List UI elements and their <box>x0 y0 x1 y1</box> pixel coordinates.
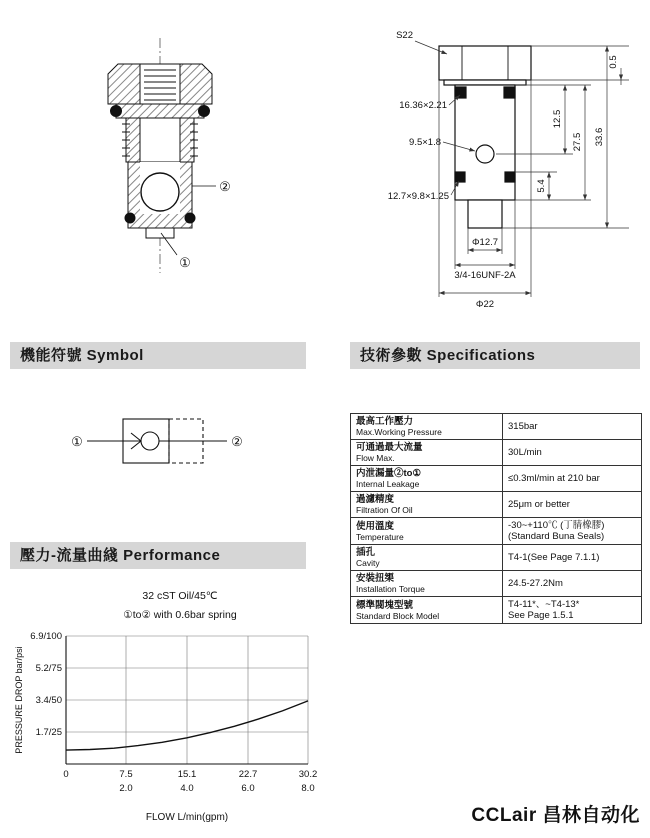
spec-value: 30L/min <box>508 447 542 458</box>
spec-value-line2: (Standard Buna Seals) <box>508 531 605 542</box>
table-row <box>351 466 642 492</box>
spec-label-en: Internal Leakage <box>356 479 420 489</box>
seal-ring-left <box>455 172 465 182</box>
y-tick: 3.4/50 <box>35 695 62 706</box>
seal-right <box>185 213 195 223</box>
x-tick: 15.1 <box>177 769 197 780</box>
table-row <box>351 518 642 545</box>
spec-label-cn: 使用溫度 <box>356 520 395 532</box>
table-row <box>351 440 642 466</box>
seal-ring-right <box>505 172 515 182</box>
spec-value: 315bar <box>508 421 538 432</box>
table-row <box>351 414 642 440</box>
spec-label-cn: 安裝扭榘 <box>356 573 395 584</box>
y-tick: 1.7/25 <box>35 727 62 738</box>
spec-label-en: Filtration Of Oil <box>356 505 413 515</box>
spec-value: -30~+110℃ (丁腈橡膠) <box>508 520 605 531</box>
y-tick: 5.2/75 <box>35 663 62 674</box>
hex-head <box>439 46 531 80</box>
spec-label-en: Installation Torque <box>356 584 425 594</box>
y-axis-label: PRESSURE DROP bar/psi <box>14 646 24 754</box>
valve-section-drawing <box>20 28 300 278</box>
check-valve-symbol <box>87 419 227 463</box>
spec-value: T4-11*、~T4-13* <box>508 599 580 610</box>
washer <box>444 80 526 85</box>
spec-label-cn: 最高工作壓力 <box>356 416 414 427</box>
spec-label-en: Temperature <box>356 531 404 542</box>
dim-33-6: 33.6 <box>594 127 605 147</box>
spec-value: ≤0.3ml/min at 210 bar <box>508 473 600 484</box>
check-ball <box>141 173 179 211</box>
spec-value: 25μm or better <box>508 499 570 510</box>
backup-ring-right <box>504 87 515 98</box>
thread-spec-label: 3/4-16UNF-2A <box>454 270 516 281</box>
seal-left <box>125 213 135 223</box>
specifications-table <box>350 413 642 624</box>
oring-top-label: 16.36×2.21 <box>399 100 447 111</box>
table-row <box>351 597 642 624</box>
symbol-port1: ① <box>71 434 83 449</box>
dim-0-5: 0.5 <box>608 55 619 69</box>
valve-nose <box>146 228 174 238</box>
x-tick-gpm: 2.0 <box>119 783 133 794</box>
oring-bottom-label: 12.7×9.8×1.25 <box>387 191 449 202</box>
port1-callout: ① <box>179 255 191 270</box>
spec-label-en: Max.Working Pressure <box>356 427 442 437</box>
y-tick: 6.9/100 <box>30 631 62 642</box>
x-axis-label: FLOW L/min(gpm) <box>145 812 229 823</box>
oring-right <box>199 106 210 117</box>
x-tick-gpm: 6.0 <box>241 783 255 794</box>
symbol-section-header <box>10 342 306 369</box>
performance-chart <box>8 624 328 832</box>
x-tick: 0 <box>63 769 69 780</box>
chart-grid <box>66 636 308 764</box>
x-tick: 7.5 <box>119 769 133 780</box>
chart-note-spring: ①to② with 0.6bar spring <box>123 609 237 621</box>
hex-size-label: S22 <box>396 30 413 41</box>
performance-section-header <box>10 542 306 569</box>
table-row <box>351 571 642 597</box>
spec-label-cn: 内泄漏量②to① <box>356 468 421 479</box>
symbol-port2: ② <box>231 434 243 449</box>
spec-label-en: Standard Block Model <box>356 610 440 621</box>
spec-value-line2: See Page 1.5.1 <box>508 610 574 621</box>
x-tick: 22.7 <box>238 769 258 780</box>
valve-body <box>455 85 515 200</box>
hydraulic-symbol <box>65 408 265 472</box>
dim-27-5: 27.5 <box>572 132 583 152</box>
performance-section-title: 壓力-流量曲綫 Performance <box>20 547 221 564</box>
x-tick-labels <box>63 769 317 794</box>
dim-hex-diameter: Φ22 <box>475 299 495 310</box>
backup-ring-left <box>455 87 466 98</box>
chart-note-oil: 32 cST Oil/45℃ <box>142 590 218 602</box>
hole-label: 9.5×1.8 <box>409 137 441 148</box>
valve-stem <box>468 200 502 228</box>
spec-value: 24.5-27.2Nm <box>508 578 563 589</box>
port2-callout: ② <box>219 179 231 194</box>
spec-label-cn: 可通過最大流量 <box>356 442 423 453</box>
spec-label-cn: 過濾精度 <box>356 494 395 505</box>
valve-outline <box>439 46 531 228</box>
oring-left <box>111 106 122 117</box>
symbol-section-title: 機能符號 Symbol <box>20 347 144 364</box>
dim-12-5: 12.5 <box>552 109 563 129</box>
spec-label-en: Flow Max. <box>356 453 395 463</box>
x-tick-gpm: 4.0 <box>180 783 194 794</box>
table-row <box>351 545 642 571</box>
symbol-ball <box>141 432 159 450</box>
specs-section-header <box>350 342 640 369</box>
table-row <box>351 492 642 518</box>
brand-logo: CCLair 昌林自动化 <box>471 805 640 826</box>
x-tick-gpm: 8.0 <box>301 783 315 794</box>
spec-label-cn: 插孔 <box>356 547 376 558</box>
dim-stem-diameter: Φ12.7 <box>471 237 499 248</box>
spec-label-cn: 標準閥塊型號 <box>356 599 414 611</box>
valve-dimension-drawing <box>335 14 645 314</box>
cross-hole <box>476 145 494 163</box>
spec-label-en: Cavity <box>356 558 380 568</box>
y-tick-labels <box>30 631 62 738</box>
dim-5-4: 5.4 <box>536 179 547 193</box>
valve-body-section <box>108 64 212 238</box>
x-tick: 30.2 <box>298 769 318 780</box>
spec-value: T4-1(See Page 7.1.1) <box>508 552 600 563</box>
specs-section-title: 技術參數 Specifications <box>360 347 536 364</box>
